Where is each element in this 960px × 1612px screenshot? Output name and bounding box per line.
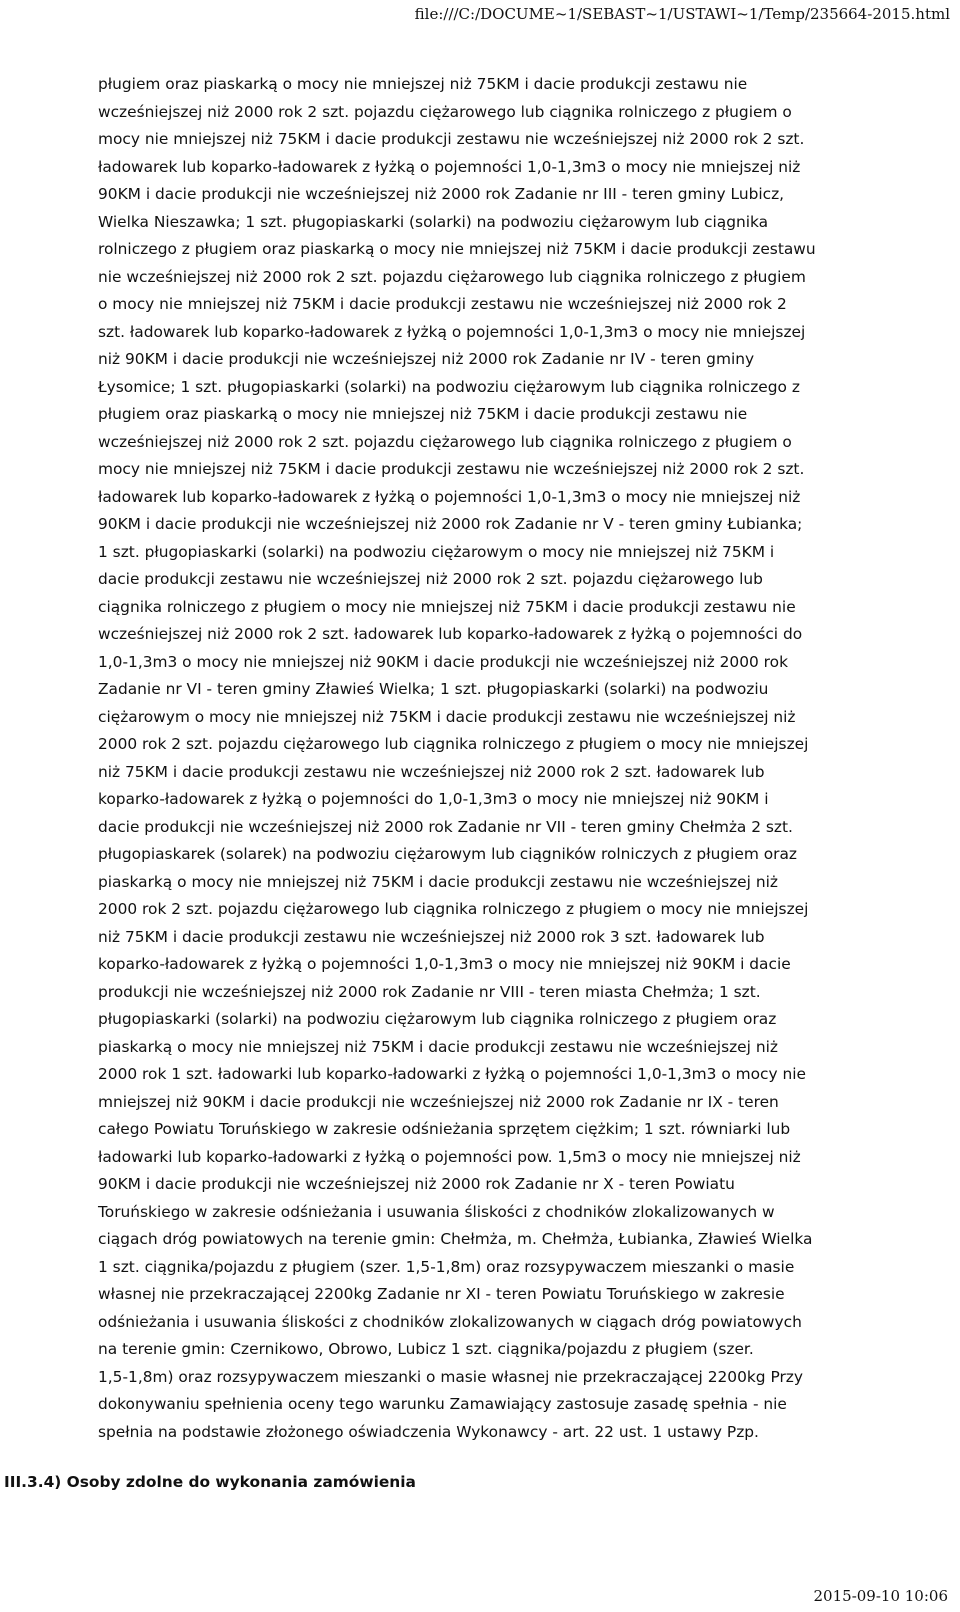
paragraph-line: ładowarki lub koparko-ładowarki z łyżką o pojemności pow. 1,5m3 o mocy nie mniejszej niż (98, 1147, 801, 1166)
requirements-paragraph (98, 71, 870, 1446)
paragraph-line: 2000 rok 2 szt. pojazdu ciężarowego lub ciągnika rolniczego z pługiem o mocy nie mniejszej (98, 735, 809, 753)
paragraph-line: ładowarek lub koparko-ładowarek z łyżką o pojemności 1,0-1,3m3 o mocy nie mniejszej niż (98, 487, 801, 506)
paragraph-line: szt. ładowarek lub koparko-ładowarek z łyżką o pojemności 1,0-1,3m3 o mocy nie mniejszej (98, 322, 806, 341)
paragraph-line: piaskarką o mocy nie mniejszej niż 75KM i dacie produkcji zestawu nie wcześniejszej niż (98, 1037, 778, 1056)
paragraph-line: niż 75KM i dacie produkcji zestawu nie wcześniejszej niż 2000 rok 3 szt. ładowarek lub (98, 927, 765, 946)
paragraph-line: pługopiaskarek (solarek) na podwoziu ciężarowym lub ciągników rolniczych z pługiem oraz (98, 845, 797, 863)
paragraph-line: 90KM i dacie produkcji nie wcześniejszej niż 2000 rok Zadanie nr V - teren gminy Łubianka; (98, 515, 803, 533)
paragraph-line: nie wcześniejszej niż 2000 rok 2 szt. pojazdu ciężarowego lub ciągnika rolniczego z pługiem (98, 267, 806, 286)
paragraph-line: niż 75KM i dacie produkcji zestawu nie wcześniejszej niż 2000 rok 2 szt. ładowarek lub (98, 762, 765, 781)
paragraph-line: produkcji nie wcześniejszej niż 2000 rok Zadanie nr VIII - teren miasta Chełmża; 1 szt. (98, 982, 761, 1001)
print-timestamp-footer: 2015-09-10 10:06 (813, 1587, 948, 1605)
paragraph-line: wcześniejszej niż 2000 rok 2 szt. pojazdu ciężarowego lub ciągnika rolniczego z pługiem o (98, 432, 792, 451)
paragraph-line: Wielka Nieszawka; 1 szt. pługopiaskarki (solarki) na podwoziu ciężarowym lub ciągnika (98, 212, 769, 231)
paragraph-line: 1,5-1,8m) oraz rozsypywaczem mieszanki o masie własnej nie przekraczającej 2200kg Przy (98, 1367, 803, 1386)
paragraph-line: 2000 rok 1 szt. ładowarki lub koparko-ładowarki z łyżką o pojemności 1,0-1,3m3 o mocy nie (98, 1065, 807, 1083)
paragraph-line: wcześniejszej niż 2000 rok 2 szt. pojazdu ciężarowego lub ciągnika rolniczego z pługiem o (98, 102, 792, 121)
paragraph-line: własnej nie przekraczającej 2200kg Zadanie nr XI - teren Powiatu Toruńskiego w zakresie (98, 1285, 785, 1303)
paragraph-line: ładowarek lub koparko-ładowarek z łyżką o pojemności 1,0-1,3m3 o mocy nie mniejszej niż (98, 157, 801, 176)
paragraph-line: rolniczego z pługiem oraz piaskarką o mocy nie mniejszej niż 75KM i dacie produkcji zestawu (98, 240, 816, 258)
paragraph-line: piaskarką o mocy nie mniejszej niż 75KM i dacie produkcji zestawu nie wcześniejszej niż (98, 872, 778, 891)
paragraph-line: dacie produkcji nie wcześniejszej niż 2000 rok Zadanie nr VII - teren gminy Chełmża 2 szt. (98, 817, 793, 836)
paragraph-line: dokonywaniu spełnienia oceny tego warunku Zamawiający zastosuje zasadę spełnia - nie (98, 1395, 787, 1413)
paragraph-line: pługiem oraz piaskarką o mocy nie mniejszej niż 75KM i dacie produkcji zestawu nie (98, 405, 748, 423)
paragraph-line: niż 90KM i dacie produkcji nie wcześniejszej niż 2000 rok Zadanie nr IV - teren gminy (98, 350, 755, 368)
paragraph-line: o mocy nie mniejszej niż 75KM i dacie produkcji zestawu nie wcześniejszej niż 2000 rok 2 (98, 295, 787, 313)
paragraph-line: 1 szt. pługopiaskarki (solarki) na podwoziu ciężarowym o mocy nie mniejszej niż 75KM i (98, 542, 775, 561)
paragraph-line: koparko-ładowarek z łyżką o pojemności 1,0-1,3m3 o mocy nie mniejszej niż 90KM i dacie (98, 955, 791, 973)
paragraph-line: mocy nie mniejszej niż 75KM i dacie produkcji zestawu nie wcześniejszej niż 2000 rok 2 szt. (98, 460, 805, 478)
paragraph-line: całego Powiatu Toruńskiego w zakresie odśnieżania sprzętem ciężkim; 1 szt. równiarki lub (98, 1120, 791, 1138)
paragraph-line: mocy nie mniejszej niż 75KM i dacie produkcji zestawu nie wcześniejszej niż 2000 rok 2 szt. (98, 130, 805, 148)
paragraph-line: Łysomice; 1 szt. pługopiaskarki (solarki) na podwoziu ciężarowym lub ciągnika rolniczego z (98, 377, 800, 396)
paragraph-line: ciągnika rolniczego z pługiem o mocy nie mniejszej niż 75KM i dacie produkcji zestawu nie (98, 597, 796, 616)
page-url-header: file:///C:/DOCUME~1/SEBAST~1/USTAWI~1/Temp/235664-2015.html (414, 5, 950, 23)
paragraph-line: odśnieżania i usuwania śliskości z chodników zlokalizowanych w ciągach dróg powiatowych (98, 1312, 802, 1331)
paragraph-line: 1 szt. ciągnika/pojazdu z pługiem (szer. 1,5-1,8m) oraz rozsypywaczem mieszanki o masie (98, 1257, 795, 1276)
paragraph-line: koparko-ładowarek z łyżką o pojemności do 1,0-1,3m3 o mocy nie mniejszej niż 90KM i (98, 790, 769, 808)
paragraph-line: 90KM i dacie produkcji nie wcześniejszej niż 2000 rok Zadanie nr X - teren Powiatu (98, 1175, 735, 1193)
paragraph-line: ciągach dróg powiatowych na terenie gmin: Chełmża, m. Chełmża, Łubianka, Zławieś Wielka (98, 1230, 813, 1248)
paragraph-line: 90KM i dacie produkcji nie wcześniejszej niż 2000 rok Zadanie nr III - teren gminy Lubicz, (98, 185, 785, 203)
paragraph-line: pługiem oraz piaskarką o mocy nie mniejszej niż 75KM i dacie produkcji zestawu nie (98, 75, 748, 93)
paragraph-line: Zadanie nr VI - teren gminy Zławieś Wielka; 1 szt. pługopiaskarki (solarki) na podwoziu (98, 680, 769, 698)
section-heading: III.3.4) Osoby zdolne do wykonania zamówienia (4, 1473, 416, 1491)
paragraph-line: mniejszej niż 90KM i dacie produkcji nie wcześniejszej niż 2000 rok Zadanie nr IX - teren (98, 1092, 779, 1111)
paragraph-line: pługopiaskarki (solarki) na podwoziu ciężarowym lub ciągnika rolniczego z pługiem oraz (98, 1010, 777, 1028)
paragraph-line: wcześniejszej niż 2000 rok 2 szt. ładowarek lub koparko-ładowarek z łyżką o pojemności do (98, 625, 803, 643)
paragraph-line: na terenie gmin: Czernikowo, Obrowo, Lubicz 1 szt. ciągnika/pojazdu z pługiem (szer. (98, 1340, 754, 1358)
paragraph-line: ciężarowym o mocy nie mniejszej niż 75KM i dacie produkcji zestawu nie wcześniejszej niż (98, 707, 796, 726)
paragraph-line: 1,0-1,3m3 o mocy nie mniejszej niż 90KM i dacie produkcji nie wcześniejszej niż 2000 rok (98, 652, 788, 671)
paragraph-line: dacie produkcji zestawu nie wcześniejszej niż 2000 rok 2 szt. pojazdu ciężarowego lub (98, 570, 763, 588)
paragraph-line: Toruńskiego w zakresie odśnieżania i usuwania śliskości z chodników zlokalizowanych w (98, 1202, 775, 1221)
paragraph-line: 2000 rok 2 szt. pojazdu ciężarowego lub ciągnika rolniczego z pługiem o mocy nie mniejszej (98, 900, 809, 918)
paragraph-line: spełnia na podstawie złożonego oświadczenia Wykonawcy - art. 22 ust. 1 ustawy Pzp. (98, 1422, 759, 1441)
